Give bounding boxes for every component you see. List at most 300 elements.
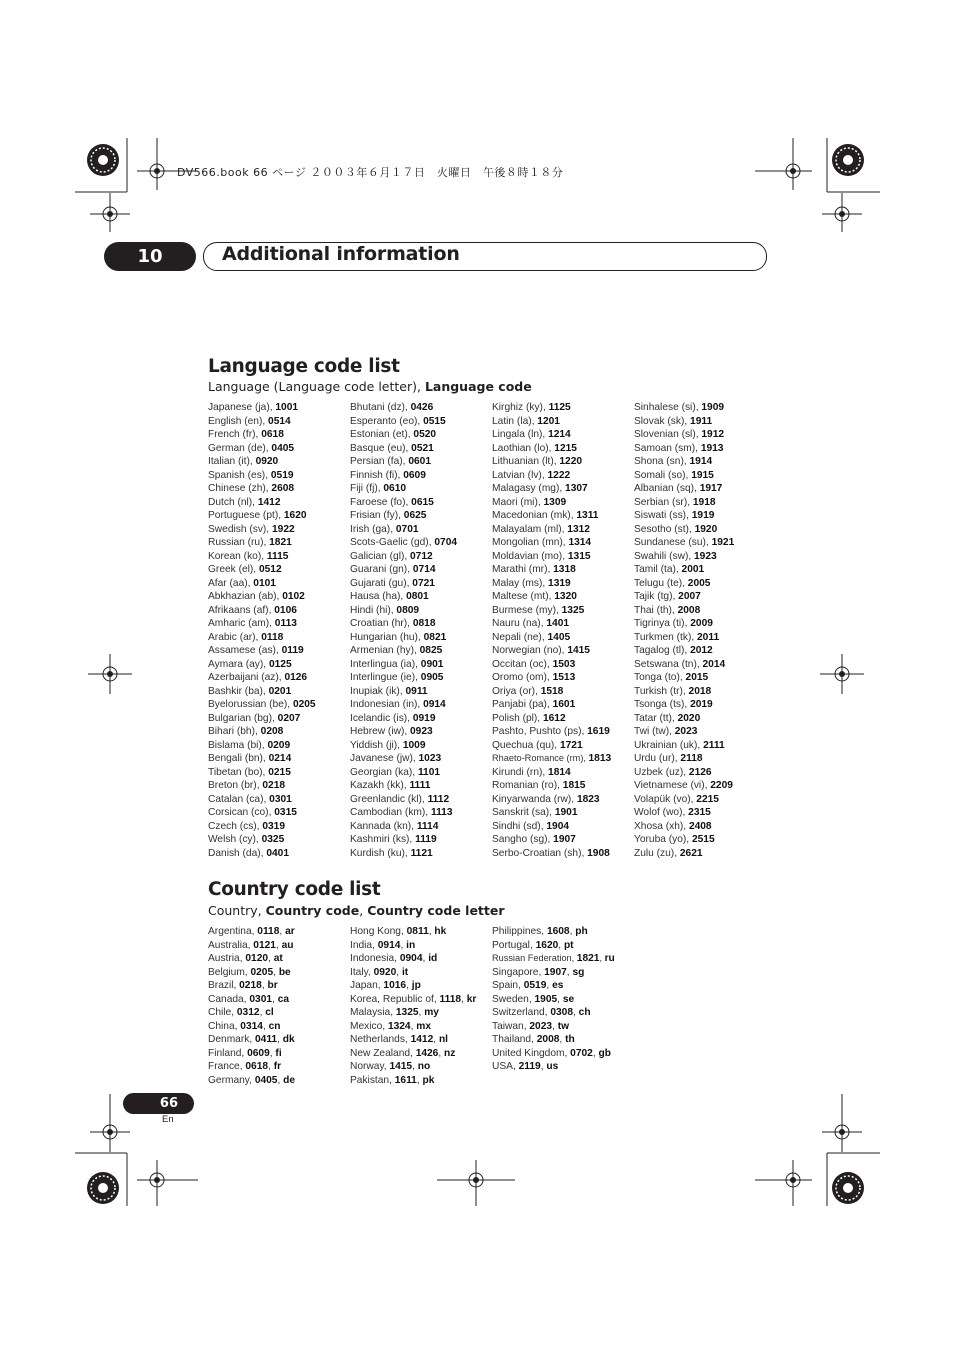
language-name: Tagalog (tl), xyxy=(634,645,691,656)
language-code: 0426 xyxy=(410,402,434,413)
language-code: 1815 xyxy=(562,780,586,791)
language-entry xyxy=(492,482,638,496)
language-name: Zulu (zu), xyxy=(634,847,680,859)
language-code: 2118 xyxy=(680,753,703,764)
country-entry xyxy=(350,1074,496,1088)
language-entry xyxy=(208,428,354,442)
language-code: 0825 xyxy=(419,645,443,656)
country-letter-code: th xyxy=(565,1034,575,1045)
language-code: 2001 xyxy=(681,564,705,575)
language-entry xyxy=(634,550,780,564)
separator: , xyxy=(461,993,467,1005)
language-code: 0601 xyxy=(408,456,431,467)
language-code: 1320 xyxy=(554,591,577,602)
language-name: Sundanese (su), xyxy=(634,537,712,548)
country-letter-code: nl xyxy=(438,1034,448,1045)
language-entry xyxy=(208,725,354,739)
language-entry xyxy=(208,658,354,672)
separator: , xyxy=(259,1007,266,1018)
language-entry xyxy=(350,806,496,820)
country-entry xyxy=(492,979,638,993)
language-entry xyxy=(492,442,638,456)
country-entry xyxy=(492,939,638,953)
language-name: Lithuanian (lt), xyxy=(492,456,560,467)
country-entry xyxy=(208,1047,354,1061)
language-name: Moldavian (mo), xyxy=(492,550,568,562)
language-entry xyxy=(634,779,780,793)
language-name: Sesotho (st), xyxy=(634,523,695,535)
separator: , xyxy=(418,1007,425,1018)
country-letter-code: ch xyxy=(578,1007,591,1018)
language-name: Finnish (fi), xyxy=(350,469,404,481)
country-name: India, xyxy=(350,939,378,951)
language-code: 1619 xyxy=(587,726,610,737)
language-entry xyxy=(634,523,780,537)
language-name: Afrikaans (af), xyxy=(208,604,275,616)
language-entry xyxy=(208,455,354,469)
language-code: 0821 xyxy=(423,631,447,643)
language-code: 0113 xyxy=(274,618,297,629)
language-code: 1911 xyxy=(690,415,713,427)
language-entry xyxy=(634,658,780,672)
language-code: 0610 xyxy=(383,483,407,494)
language-entry xyxy=(492,779,638,793)
subtitle-text: Language (Language code letter), xyxy=(208,379,425,394)
language-code: 0923 xyxy=(410,726,433,737)
language-entry xyxy=(634,604,780,618)
country-entry xyxy=(208,1033,354,1047)
country-letter-code: jp xyxy=(411,980,421,991)
country-name: Sweden, xyxy=(492,993,535,1005)
country-entry xyxy=(208,1006,354,1020)
country-code: 0205 xyxy=(250,966,274,978)
language-entry xyxy=(350,725,496,739)
language-entry xyxy=(634,536,780,550)
country-name: Korea, Republic of, xyxy=(350,993,440,1005)
language-name: Tamil (ta), xyxy=(634,564,682,575)
separator: , xyxy=(396,966,402,978)
language-entry xyxy=(492,509,638,523)
language-code: 1821 xyxy=(269,537,292,548)
language-code: 1309 xyxy=(543,496,567,508)
language-code: 1612 xyxy=(542,712,566,724)
language-name: Bulgarian (bg), xyxy=(208,712,278,724)
country-entry xyxy=(350,939,496,953)
language-entry xyxy=(208,617,354,631)
language-entry xyxy=(350,658,496,672)
country-entry xyxy=(492,952,638,966)
language-entry xyxy=(208,563,354,577)
language-name: Catalan (ca), xyxy=(208,793,270,805)
country-entry xyxy=(350,925,496,939)
language-entry xyxy=(350,469,496,483)
separator: , xyxy=(400,939,407,951)
language-entry xyxy=(492,752,638,766)
separator: , xyxy=(540,1061,547,1072)
language-name: Bengali (bn), xyxy=(208,753,269,764)
language-entry xyxy=(208,739,354,753)
language-entry xyxy=(350,496,496,510)
country-letter-code: kr xyxy=(466,993,477,1005)
language-entry xyxy=(350,523,496,537)
language-entry xyxy=(208,482,354,496)
language-name: Georgian (ka), xyxy=(350,766,418,778)
country-letter-code: it xyxy=(401,966,409,978)
language-entry xyxy=(634,833,780,847)
language-name: Galician (gl), xyxy=(350,550,411,562)
language-entry xyxy=(492,577,638,591)
language-name: Bhutani (dz), xyxy=(350,402,411,413)
language-entry xyxy=(492,590,638,604)
language-code: 0209 xyxy=(267,739,291,751)
language-name: Tatar (tt), xyxy=(634,712,678,724)
language-name: Hungarian (hu), xyxy=(350,631,424,643)
country-name: Russian Federation, xyxy=(492,953,577,963)
page-language: En xyxy=(162,1114,174,1125)
language-entry xyxy=(492,725,638,739)
language-entry xyxy=(634,509,780,523)
language-entry xyxy=(350,401,496,415)
language-name: Esperanto (eo), xyxy=(350,415,424,427)
language-code: 1214 xyxy=(548,429,571,440)
language-entry xyxy=(634,725,780,739)
language-code: 0215 xyxy=(268,766,291,778)
language-code: 1921 xyxy=(711,537,735,548)
language-name: Yoruba (yo), xyxy=(634,834,692,845)
country-code: 0411 xyxy=(255,1034,278,1045)
language-entry xyxy=(492,806,638,820)
language-name: Kashmiri (ks), xyxy=(350,834,416,845)
language-name: Turkish (tr), xyxy=(634,685,689,697)
language-code: 2515 xyxy=(691,834,715,845)
language-code: 0520 xyxy=(413,429,437,440)
language-name: Kurdish (ku), xyxy=(350,847,411,859)
language-code: 0102 xyxy=(282,591,305,602)
country-name: Belgium, xyxy=(208,966,251,978)
language-name: Japanese (ja), xyxy=(208,402,276,413)
language-code: 0214 xyxy=(268,753,292,764)
language-name: Breton (br), xyxy=(208,780,263,791)
language-entry xyxy=(208,401,354,415)
language-entry xyxy=(492,766,638,780)
country-letter-code: ca xyxy=(277,993,290,1005)
language-name: Irish (ga), xyxy=(350,523,396,535)
language-entry xyxy=(208,496,354,510)
language-entry xyxy=(492,604,638,618)
country-name: Taiwan, xyxy=(492,1020,530,1032)
language-name: Sangho (sg), xyxy=(492,834,554,845)
country-name: Norway, xyxy=(350,1061,390,1072)
separator: , xyxy=(557,993,563,1005)
language-code: 2111 xyxy=(703,739,725,751)
language-entry xyxy=(350,577,496,591)
language-name: Welsh (cy), xyxy=(208,834,262,845)
country-letter-code: my xyxy=(424,1007,439,1018)
language-name: Greek (el), xyxy=(208,564,259,575)
language-code: 1114 xyxy=(416,820,439,832)
language-code: 0905 xyxy=(420,672,444,683)
language-entry xyxy=(350,563,496,577)
country-entry xyxy=(208,925,354,939)
language-code: 1909 xyxy=(701,402,725,413)
country-code: 2023 xyxy=(529,1020,553,1032)
language-entry xyxy=(492,428,638,442)
country-code: 1118 xyxy=(439,993,462,1005)
language-entry xyxy=(492,523,638,537)
language-code: 0901 xyxy=(420,658,444,670)
country-letter-code: br xyxy=(267,980,278,991)
country-code: 0702 xyxy=(570,1047,593,1059)
language-code: 1914 xyxy=(689,456,713,467)
language-entry xyxy=(634,482,780,496)
language-entry xyxy=(208,847,354,861)
country-name: Switzerland, xyxy=(492,1007,551,1018)
language-entry xyxy=(492,833,638,847)
language-code: 2009 xyxy=(690,618,713,629)
language-entry xyxy=(492,820,638,834)
language-code: 1101 xyxy=(417,766,441,778)
country-entry xyxy=(492,925,638,939)
language-code: 2621 xyxy=(679,847,703,859)
language-name: Fiji (fj), xyxy=(350,483,384,494)
language-name: Czech (cs), xyxy=(208,820,263,832)
country-code: 1324 xyxy=(387,1020,411,1032)
language-entry xyxy=(208,442,354,456)
language-name: Tibetan (bo), xyxy=(208,766,269,778)
country-code: 0914 xyxy=(377,939,401,951)
language-code: 0625 xyxy=(403,510,427,521)
language-name: Wolof (wo), xyxy=(634,807,689,818)
language-name: Afar (aa), xyxy=(208,577,254,589)
language-code: 1918 xyxy=(692,496,716,508)
language-name: Norwegian (no), xyxy=(492,645,568,656)
language-name: Hausa (ha), xyxy=(350,591,407,602)
language-entry xyxy=(634,577,780,591)
language-code: 1115 xyxy=(266,550,289,562)
language-name: Tigrinya (ti), xyxy=(634,618,691,629)
language-name: Bihari (bh), xyxy=(208,726,261,737)
language-name: Setswana (tn), xyxy=(634,658,703,670)
language-entry xyxy=(208,671,354,685)
language-entry xyxy=(350,685,496,699)
language-name: Shona (sn), xyxy=(634,456,690,467)
language-code: 0801 xyxy=(406,591,429,602)
language-entry xyxy=(634,793,780,807)
language-name: Marathi (mr), xyxy=(492,564,554,575)
language-name: Hindi (hi), xyxy=(350,604,397,616)
country-letter-code: au xyxy=(281,939,294,951)
language-entry xyxy=(350,550,496,564)
language-code: 2023 xyxy=(674,726,698,737)
language-entry xyxy=(350,793,496,807)
language-code: 2018 xyxy=(688,685,712,697)
country-entry xyxy=(350,993,496,1007)
language-entry xyxy=(208,644,354,658)
language-code: 0818 xyxy=(412,618,436,629)
country-entry xyxy=(208,993,354,1007)
language-name: Serbian (sr), xyxy=(634,496,693,508)
country-entry xyxy=(492,1006,638,1020)
language-name: Portuguese (pt), xyxy=(208,510,284,521)
language-code: 1125 xyxy=(548,402,571,413)
language-name: Maltese (mt), xyxy=(492,591,555,602)
country-entry xyxy=(350,1033,496,1047)
language-code: 1401 xyxy=(546,618,570,629)
language-name: Pashto, Pushto (ps), xyxy=(492,726,588,737)
country-code: 0120 xyxy=(245,953,269,964)
country-entry xyxy=(208,979,354,993)
language-name: Somali (so), xyxy=(634,469,692,481)
language-name: Corsican (co), xyxy=(208,807,275,818)
language-entry xyxy=(492,739,638,753)
language-code: 0512 xyxy=(258,564,282,575)
country-name: Singapore, xyxy=(492,966,545,978)
language-entry xyxy=(634,644,780,658)
language-code: 2015 xyxy=(685,672,709,683)
language-name: Arabic (ar), xyxy=(208,631,262,643)
language-code: 0201 xyxy=(268,685,292,697)
language-name: Cambodian (km), xyxy=(350,807,431,818)
country-name: Austria, xyxy=(208,953,246,964)
language-entry xyxy=(208,415,354,429)
language-code: 1922 xyxy=(271,523,295,535)
language-entry xyxy=(634,698,780,712)
language-entry xyxy=(350,766,496,780)
language-code: 1220 xyxy=(559,456,583,467)
country-column-1 xyxy=(208,925,354,1087)
language-name: Assamese (as), xyxy=(208,645,282,656)
language-code: 1415 xyxy=(567,645,590,656)
separator: , xyxy=(599,953,605,963)
language-code: 1814 xyxy=(548,766,571,778)
country-entry xyxy=(208,952,354,966)
separator: , xyxy=(272,993,278,1005)
language-name: Quechua (qu), xyxy=(492,739,560,751)
language-code: 1112 xyxy=(427,793,450,805)
country-code: 0121 xyxy=(253,939,276,951)
country-name: Brazil, xyxy=(208,980,240,991)
language-name: Azerbaijani (az), xyxy=(208,672,285,683)
language-code: 2215 xyxy=(696,793,719,805)
language-entry xyxy=(492,847,638,861)
language-entry xyxy=(634,415,780,429)
language-name: Spanish (es), xyxy=(208,469,271,481)
language-section-subtitle xyxy=(208,379,532,394)
language-code: 0301 xyxy=(269,793,292,805)
country-code: 0405 xyxy=(254,1074,278,1086)
language-entry xyxy=(492,644,638,658)
language-code: 1113 xyxy=(430,807,453,818)
language-name: Volapük (vo), xyxy=(634,793,697,805)
language-name: Tajik (tg), xyxy=(634,591,679,602)
language-entry xyxy=(350,604,496,618)
country-letter-code: dk xyxy=(282,1034,295,1045)
language-entry xyxy=(492,536,638,550)
language-code: 2012 xyxy=(690,645,713,656)
language-entry xyxy=(634,712,780,726)
language-code: 1312 xyxy=(567,523,590,535)
country-code: 1821 xyxy=(576,953,600,964)
language-name: Rhaeto-Romance (rm), xyxy=(492,753,589,763)
language-name: Armenian (hy), xyxy=(350,645,420,656)
country-name: USA, xyxy=(492,1061,519,1072)
language-entry xyxy=(492,631,638,645)
country-name: Malaysia, xyxy=(350,1007,396,1018)
language-code: 1119 xyxy=(415,834,437,845)
language-entry xyxy=(350,644,496,658)
language-code: 0712 xyxy=(410,550,433,562)
language-entry xyxy=(492,712,638,726)
language-entry xyxy=(208,685,354,699)
page-number-badge: 66 xyxy=(123,1093,194,1114)
language-entry xyxy=(492,469,638,483)
language-entry xyxy=(208,766,354,780)
country-code: 0312 xyxy=(236,1007,260,1018)
language-code: 2007 xyxy=(678,591,701,602)
language-name: Nauru (na), xyxy=(492,618,547,629)
separator: , xyxy=(412,1061,418,1072)
language-entry xyxy=(634,455,780,469)
country-name: Philippines, xyxy=(492,926,547,937)
language-name: Oriya (or), xyxy=(492,685,541,697)
country-name: Mexico, xyxy=(350,1020,388,1032)
language-name: Icelandic (is), xyxy=(350,712,413,724)
separator: , xyxy=(566,966,573,978)
language-code: 0914 xyxy=(423,699,446,710)
separator: , xyxy=(261,980,268,991)
country-section-subtitle xyxy=(208,903,505,918)
language-entry xyxy=(634,442,780,456)
country-name: Denmark, xyxy=(208,1034,255,1045)
language-entry xyxy=(634,631,780,645)
country-name: Finland, xyxy=(208,1047,248,1059)
language-entry xyxy=(350,536,496,550)
country-name: Netherlands, xyxy=(350,1034,411,1045)
language-code: 0315 xyxy=(274,807,297,818)
language-entry xyxy=(208,469,354,483)
country-name: China, xyxy=(208,1020,241,1032)
language-code: 0126 xyxy=(284,672,308,683)
subtitle-bold-text: Language code xyxy=(424,379,532,394)
separator: , xyxy=(558,939,564,951)
language-entry xyxy=(350,698,496,712)
country-code: 0218 xyxy=(239,980,262,991)
language-code: 0118 xyxy=(261,631,284,643)
language-code: 1908 xyxy=(587,847,610,859)
language-name: Interlingua (ia), xyxy=(350,658,421,670)
language-code: 0125 xyxy=(268,658,292,670)
language-entry xyxy=(350,847,496,861)
language-code: 2408 xyxy=(688,820,712,832)
language-entry xyxy=(492,698,638,712)
language-name: Latvian (lv), xyxy=(492,469,548,481)
country-letter-code: be xyxy=(278,966,291,978)
country-entry xyxy=(492,1020,638,1034)
language-name: Thai (th), xyxy=(634,604,678,616)
language-code: 1912 xyxy=(701,429,725,440)
language-entry xyxy=(350,617,496,631)
language-entry xyxy=(208,793,354,807)
language-code: 1009 xyxy=(402,739,426,751)
separator: , xyxy=(269,1047,276,1059)
country-entry xyxy=(208,1074,354,1088)
language-name: Javanese (jw), xyxy=(350,753,419,764)
language-name: Latin (la), xyxy=(492,415,538,427)
separator: , xyxy=(569,926,576,937)
country-name: Italy, xyxy=(350,966,374,978)
country-letter-code: pt xyxy=(563,939,574,951)
language-code: 2005 xyxy=(687,577,711,589)
